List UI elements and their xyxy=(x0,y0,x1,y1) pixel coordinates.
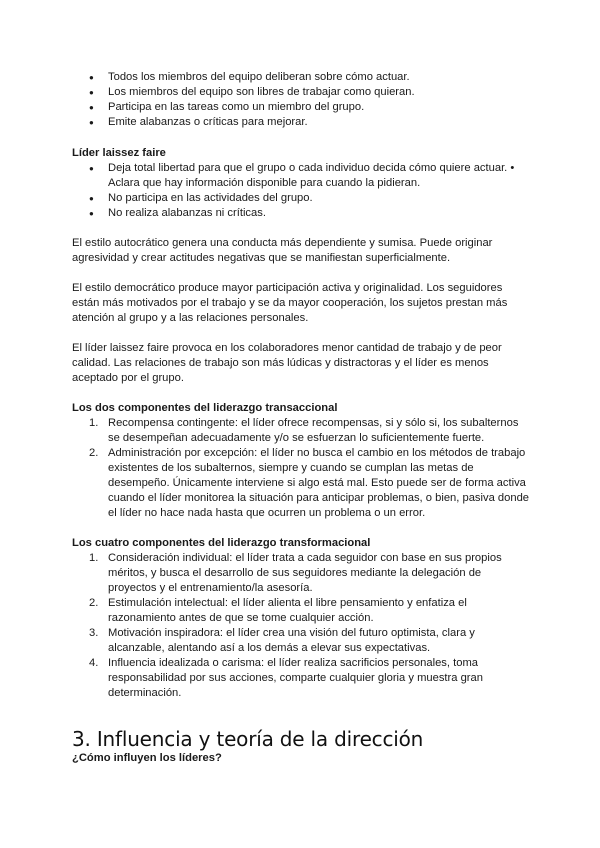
transactional-heading: Los dos componentes del liderazgo transaccional xyxy=(72,402,338,414)
list-item-number: 2. xyxy=(89,447,99,459)
list-item-text: Emite alabanzas o críticas para mejorar. xyxy=(108,116,308,128)
list-item-number: 1. xyxy=(89,552,99,564)
participative-bullet-list xyxy=(72,70,532,130)
transformational-heading: Los cuatro componentes del liderazgo transformacional xyxy=(72,537,371,549)
list-item xyxy=(72,656,532,701)
list-item-number: 4. xyxy=(89,657,99,669)
list-item xyxy=(72,551,532,596)
list-item-text: No participa en las actividades del grupo. xyxy=(108,192,313,204)
list-item xyxy=(72,626,532,656)
transformational-numbered-list xyxy=(72,551,532,701)
list-item-text: Todos los miembros del equipo deliberan sobre cómo actuar. xyxy=(108,71,410,83)
list-item-text: Participa en las tareas como un miembro del grupo. xyxy=(108,101,365,113)
autocratic-paragraph: El estilo autocrático genera una conducta más dependiente y sumisa. Puede originar agresividad y crear actitudes negativas que se manifiestan superficialmente. xyxy=(72,237,493,264)
list-item xyxy=(72,596,532,626)
document-page xyxy=(72,70,532,766)
transactional-numbered-list xyxy=(72,416,532,521)
list-item xyxy=(72,100,532,115)
list-item-text: Recompensa contingente: el líder ofrece recompensas, si y sólo si, los subalternos se desempeñan adecuadamente y/o se esfuerzan lo suficientemente fuerte. xyxy=(108,417,519,444)
list-item-text: Deja total libertad para que el grupo o cada individuo decida cómo quiere actuar. • Aclara que hay información disponible para cuando la pidieran. xyxy=(108,162,515,189)
list-item-number: 1. xyxy=(89,417,99,429)
list-item-number: 2. xyxy=(89,597,99,609)
list-item xyxy=(72,416,532,446)
list-item xyxy=(72,191,532,206)
laissez-faire-bullet-list xyxy=(72,161,532,221)
list-item-text: Influencia idealizada o carisma: el líder realiza sacrificios personales, toma responsabilidad por sus acciones, comparte cualquier gloria y muestra gran determinación. xyxy=(108,657,483,699)
list-item-text: Motivación inspiradora: el líder crea una visión del futuro optimista, clara y alcanzable, alentando así a los demás a elevar sus expectativas. xyxy=(108,627,475,654)
laissez-faire-paragraph: El líder laissez faire provoca en los colaboradores menor cantidad de trabajo y de peor calidad. Las relaciones de trabajo son más lúdicas y distractoras y el líder es menos aceptado por el grupo. xyxy=(72,342,502,384)
section-3-subheading: ¿Cómo influyen los líderes? xyxy=(72,752,222,764)
list-item xyxy=(72,115,532,130)
section-3-heading: 3. Influencia y teoría de la dirección xyxy=(72,727,424,751)
list-item xyxy=(72,161,532,191)
list-item xyxy=(72,85,532,100)
list-item xyxy=(72,206,532,221)
list-item-text: Consideración individual: el líder trata a cada seguidor con base en sus propios méritos, y busca el desarrollo de sus seguidores mediante la delegación de proyectos y el entrenamiento/la asesoría. xyxy=(108,552,502,594)
laissez-faire-heading: Líder laissez faire xyxy=(72,147,166,159)
list-item xyxy=(72,446,532,521)
list-item-number: 3. xyxy=(89,627,99,639)
list-item-text: No realiza alabanzas ni críticas. xyxy=(108,207,266,219)
list-item-text: Administración por excepción: el líder no busca el cambio en los métodos de trabajo existentes de los subalternos, siempre y cuando se cumplan las metas de desempeño. Únicamente interviene si algo está mal. Esto puede ser de forma activa cuando el líder monitorea la situación para anticipar problemas, o bien, pasiva donde el líder no hace nada hasta que ocurren un problema o un error. xyxy=(108,447,530,519)
democratic-paragraph: El estilo democrático produce mayor participación activa y originalidad. Los seguidores están más motivados por el trabajo y se da mayor cooperación, los sujetos prestan más atención al grupo y a las relaciones personales. xyxy=(72,282,508,324)
list-item xyxy=(72,70,532,85)
list-item-text: Estimulación intelectual: el líder alienta el libre pensamiento y enfatiza el razonamiento antes de que se tome cualquier acción. xyxy=(108,597,467,624)
list-item-text: Los miembros del equipo son libres de trabajar como quieran. xyxy=(108,86,415,98)
